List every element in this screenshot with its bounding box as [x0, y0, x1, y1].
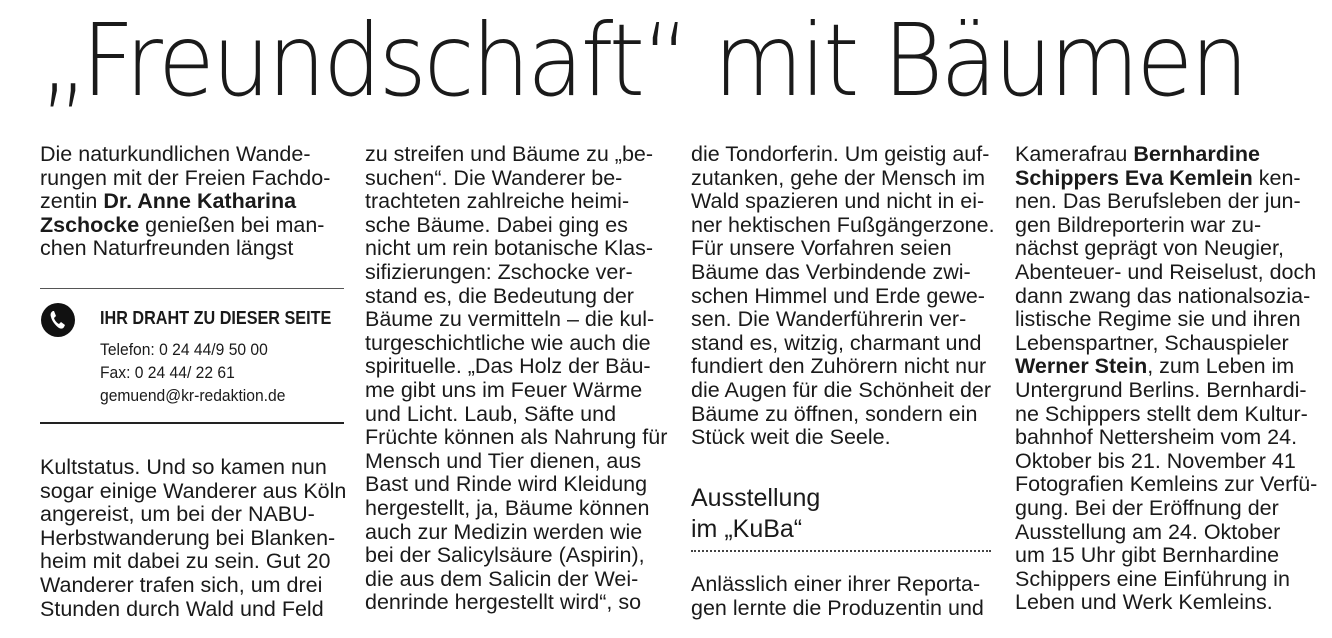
subheading — [691, 483, 820, 545]
dotted-divider — [691, 550, 991, 552]
text-line — [1015, 143, 1327, 167]
bold-name: Werner Stein — [1015, 354, 1148, 379]
text-run: Die naturkundlichen Wande- — [40, 142, 311, 166]
text-line: Wanderer trafen sich, um drei — [40, 572, 323, 597]
column-1-bottom — [40, 456, 350, 621]
text-line: und Licht. Laub, Säfte und — [365, 401, 617, 426]
text-line: Kultstatus. Und so kamen nun — [40, 455, 327, 479]
text-run: ken- — [1252, 165, 1301, 190]
text-line: heim mit dabei zu sein. Gut 20 — [40, 549, 331, 574]
text-line: auch zur Medizin werden wie — [365, 519, 643, 544]
text-run: , zum Leben im — [1147, 354, 1295, 379]
text-line: Für unsere Vorfahren seien — [691, 236, 952, 261]
text-line — [1015, 521, 1327, 545]
text-line: Bäume zu öffnen, sondern ein — [691, 401, 978, 426]
text-line — [40, 190, 340, 214]
text-run: listische Regime sie und ihren — [1015, 307, 1301, 332]
text-line — [1015, 473, 1327, 497]
bold-name: Dr. Anne Katharina — [103, 189, 297, 214]
text-run: Untergrund Berlins. Bernhardi- — [1015, 377, 1307, 402]
text-line — [1015, 544, 1327, 568]
text-line: me gibt uns im Feuer Wärme — [365, 377, 643, 402]
text-run: chen Naturfreunden längst — [40, 236, 294, 261]
text-line: denrinde hergestellt wird“, so — [365, 590, 642, 615]
text-run: genießen bei man- — [139, 212, 325, 237]
text-line — [1015, 426, 1327, 450]
text-line: zutanken, gehe der Mensch im — [691, 165, 985, 190]
text-line — [1015, 568, 1327, 592]
bold-name: Bernhardine — [1133, 142, 1260, 166]
text-run: rungen mit der Freien Fachdo- — [40, 165, 331, 190]
text-line: Stück weit die Seele. — [691, 425, 891, 450]
text-line — [1015, 403, 1327, 427]
text-run: Abenteuer- und Reiselust, doch — [1015, 259, 1317, 284]
text-line — [1015, 214, 1327, 238]
subheading-line: im „KuBa“ — [691, 515, 803, 543]
text-run: Oktober bis 21. November 41 — [1015, 448, 1296, 473]
text-line — [1015, 450, 1327, 474]
text-line: sifizierungen: Zschocke ver- — [365, 259, 633, 284]
text-line: Stunden durch Wald und Feld — [40, 596, 324, 621]
column-2 — [365, 142, 668, 615]
column-3-bottom — [691, 573, 991, 620]
text-line: schen Himmel und Erde gewe- — [691, 283, 985, 308]
text-line: stand es, die Bedeutung der — [365, 283, 634, 308]
fax-number: Fax: 0 24 44/ 22 61 — [100, 363, 235, 382]
text-line — [1015, 167, 1327, 191]
text-line: sen. Die Wanderführerin ver- — [691, 307, 967, 332]
column-1-top — [40, 143, 340, 261]
text-run: nächst geprägt von Neugier, — [1015, 236, 1284, 261]
text-line: Anlässlich einer ihrer Reporta- — [691, 572, 981, 596]
text-line: stand es, witzig, charmant und — [691, 330, 982, 355]
text-line: suchen“. Die Wanderer be- — [365, 165, 623, 190]
text-run: nen. Das Berufsleben der jun- — [1015, 189, 1301, 214]
text-line: sche Bäume. Dabei ging es — [365, 212, 628, 237]
text-run: ne Schippers stellt dem Kultur- — [1015, 401, 1308, 426]
text-line: die Tondorferin. Um geistig auf- — [691, 142, 990, 166]
text-line — [1015, 261, 1327, 285]
contact-infobox — [40, 288, 344, 424]
text-line — [40, 237, 340, 261]
text-line: fundiert den Zuhörern nicht nur — [691, 354, 987, 379]
text-line — [1015, 332, 1327, 356]
text-run: Schippers eine Einführung in — [1015, 566, 1290, 591]
divider — [40, 288, 344, 289]
column-4 — [1015, 143, 1327, 615]
divider — [40, 422, 344, 424]
text-line: sogar einige Wanderer aus Köln — [40, 478, 347, 503]
text-line: hergestellt, ja, Bäume können — [365, 495, 650, 520]
text-line: spirituelle. „Das Holz der Bäu- — [365, 354, 651, 379]
text-line: gen lernte die Produzentin und — [691, 595, 984, 620]
text-line — [1015, 497, 1327, 521]
bold-name: Schippers Eva Kemlein — [1015, 165, 1253, 190]
text-line: trachteten zahlreiche heimi- — [365, 189, 630, 214]
text-line: Mensch und Tier dienen, aus — [365, 448, 642, 473]
text-line: Bast und Rinde wird Kleidung — [365, 472, 648, 497]
text-line: die aus dem Salicin der Wei- — [365, 566, 639, 591]
text-line: Früchte können als Nahrung für — [365, 425, 668, 450]
text-line: zu streifen und Bäume zu „be- — [365, 142, 654, 166]
text-line: angereist, um bei der NABU- — [40, 502, 315, 527]
text-run: gung. Bei der Eröffnung der — [1015, 495, 1279, 520]
text-run: gen Bildreporterin war zu- — [1015, 212, 1262, 237]
text-line: Bäume das Verbindende zwi- — [691, 259, 971, 284]
text-run: Leben und Werk Kemleins. — [1015, 590, 1273, 615]
text-run: bahnhof Nettersheim vom 24. — [1015, 425, 1298, 450]
text-line: die Augen für die Schönheit der — [691, 377, 992, 402]
text-run: um 15 Uhr gibt Bernhardine — [1015, 543, 1280, 568]
text-line — [1015, 355, 1327, 379]
column-3-top — [691, 142, 995, 450]
text-line: Wald spazieren und nicht in ei- — [691, 189, 985, 214]
text-run: dann zwang das nationalsozia- — [1015, 283, 1311, 308]
text-line: bei der Salicylsäure (Aspirin), — [365, 543, 645, 568]
text-line — [40, 143, 340, 167]
text-line: ner hektischen Fußgängerzone. — [691, 212, 995, 237]
text-line: Bäume zu vermitteln – die kul- — [365, 307, 655, 332]
text-run: zentin — [40, 189, 104, 214]
text-line — [1015, 285, 1327, 309]
text-run: Fotografien Kemleins zur Verfü- — [1015, 472, 1318, 497]
text-line — [40, 167, 340, 191]
phone-number: Telefon: 0 24 44/9 50 00 — [100, 340, 268, 359]
text-line — [1015, 308, 1327, 332]
text-run: Lebenspartner, Schauspieler — [1015, 330, 1289, 355]
text-line — [40, 214, 340, 238]
text-line: turgeschichtliche wie auch die — [365, 330, 651, 355]
headline: „Freundschaft“ mit Bäumen — [40, 2, 1246, 119]
text-line: nicht um rein botanische Klas- — [365, 236, 654, 261]
text-run: Ausstellung am 24. Oktober — [1015, 519, 1281, 544]
bold-name: Zschocke — [40, 212, 140, 237]
subheading-line: Ausstellung — [691, 484, 821, 512]
text-line: Herbstwanderung bei Blanken- — [40, 525, 336, 550]
text-line — [1015, 237, 1327, 261]
telephone-icon — [40, 302, 76, 338]
text-line — [1015, 379, 1327, 403]
text-line — [1015, 591, 1327, 615]
text-run: Kamerafrau — [1015, 142, 1134, 166]
text-line — [1015, 190, 1327, 214]
infobox-title: IHR DRAHT ZU DIESER SEITE — [100, 308, 332, 328]
email-address[interactable]: gemuend@kr-redaktion.de — [100, 386, 286, 405]
